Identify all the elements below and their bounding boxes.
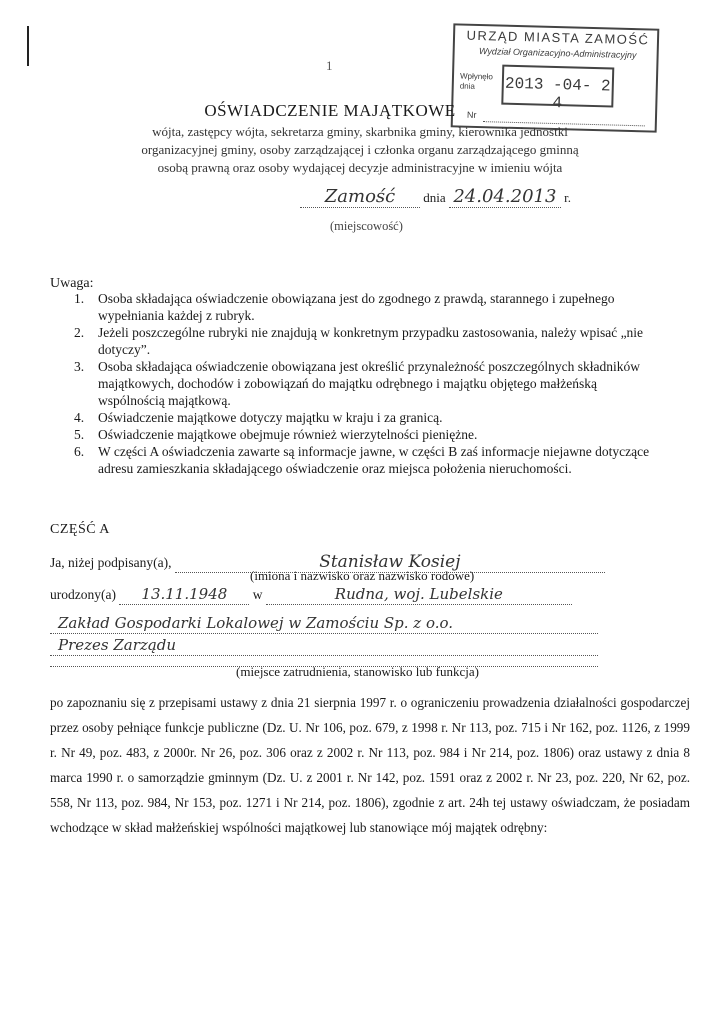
- note-item: [64, 426, 664, 443]
- birth-date-handwritten: 13.11.1948: [141, 585, 228, 603]
- place-handwritten: Zamość: [324, 186, 396, 207]
- date-field: [449, 186, 561, 208]
- stamp-title: URZĄD MIASTA ZAMOŚĆ: [466, 27, 650, 48]
- note-item: [64, 290, 664, 324]
- stamp-nr-label: Nr: [466, 109, 477, 120]
- in-label: w: [252, 587, 263, 602]
- name-caption: (imiona i nazwisko oraz nazwisko rodowe): [250, 568, 475, 583]
- note-item: [64, 358, 664, 409]
- name-handwritten: Stanisław Kosiej: [319, 552, 461, 572]
- declaration-paragraph: po zapoznaniu się z przepisami ustawy z dnia 21 sierpnia 1997 r. o ograniczeniu prowadzenia działalności gospodarczej przez osoby pełniące funkcje publiczne (Dz. U. Nr 106, poz. 679, z 1998 r. Nr 113, poz. 715 i Nr 162, poz. 1126, z 1999 r. Nr 49, poz. 483, z 2000r. Nr 26, poz. 306 oraz z 2002 r. Nr 113, poz. 984 i Nr 214, poz. 1806) oraz ustawy z dnia 8 marca 1990 r. o samorządzie gminnym (Dz. U. z 2001 r. Nr 142, poz. 1591 oraz z 2002 r. Nr 23, poz. 220, Nr 62, poz. 558, Nr 113, poz. 984, Nr 153, poz. 1271 i Nr 214, poz. 1806), zgodnie z art. 24h tej ustawy oświadczam, że posiadam wchodzące w skład małżeńskiej wspólności majątkowej lub stanowiące mój majątek odrębny:: [50, 695, 690, 835]
- birth-date-field: [119, 585, 249, 605]
- note-number: 5.: [74, 427, 85, 442]
- note-text: Osoba składająca oświadczenie obowiązana jest do zgodnego z prawdą, starannego i zupełnego wypełniania każdej z rubryk.: [98, 291, 615, 323]
- signed-label: Ja, niżej podpisany(a),: [50, 555, 172, 570]
- born-label: urodzony(a): [50, 587, 116, 602]
- note-item: [64, 324, 664, 358]
- born-row: [50, 585, 572, 605]
- notes-heading: Uwaga:: [50, 276, 94, 291]
- subtitle-line: osobą prawną oraz osoby wydającej decyzje administracyjne w imieniu wójta: [157, 160, 563, 175]
- subtitle-line: wójta, zastępcy wójta, sekretarza gminy, skarbnika gminy, kierownika jednostki: [152, 124, 568, 139]
- document-title: OŚWIADCZENIE MAJĄTKOWE: [204, 101, 456, 120]
- note-item: [64, 409, 664, 426]
- note-text: Osoba składająca oświadczenie obowiązana jest określić przynależność poszczególnych składników majątkowych, dochodów i zobowiązań do majątku odrębnego i majątku objętego małżeńską wspólnością majątkową.: [98, 359, 641, 408]
- place-date-row: [300, 186, 571, 208]
- margin-mark: [27, 26, 29, 66]
- birth-place-handwritten: Rudna, woj. Lubelskie: [334, 585, 503, 603]
- place-caption: (miejscowość): [330, 219, 403, 233]
- note-text: W części A oświadczenia zawarte są informacje jawne, w części B zaś informacje niejawne dotyczące adresu zamieszkania składającego oświadczenie oraz miejsca położenia nieruchomości.: [98, 444, 650, 476]
- part-a-heading: CZĘŚĆ A: [50, 522, 110, 537]
- date-handwritten: 24.04.2013: [453, 186, 557, 207]
- notes-list: [64, 290, 664, 477]
- employment-caption: (miejsce zatrudnienia, stanowisko lub funkcja): [236, 664, 479, 679]
- note-number: 6.: [74, 444, 85, 459]
- note-text: Oświadczenie majątkowe obejmuje również wierzytelności pieniężne.: [98, 427, 478, 442]
- employment-field: [50, 614, 598, 634]
- stamp-received-label: Wpłynęło dnia: [459, 71, 494, 91]
- note-number: 3.: [74, 359, 85, 374]
- note-item: [64, 443, 664, 477]
- birth-place-field: [266, 585, 572, 605]
- place-field: [300, 186, 420, 208]
- note-number: 4.: [74, 410, 85, 425]
- note-text: Oświadczenie majątkowe dotyczy majątku w kraju i za granicą.: [98, 410, 443, 425]
- employment-row: [50, 614, 598, 634]
- note-number: 1.: [74, 291, 85, 306]
- employment-line2-handwritten: Prezes Zarządu: [58, 636, 177, 654]
- date-suffix: r.: [564, 190, 572, 205]
- subtitle-line: organizacyjnej gminy, osoby zarządzającej i członka organu zarządzającego gminną: [141, 142, 579, 157]
- stamp-subtitle: Wydział Organizacyjno-Administracyjny: [478, 46, 637, 61]
- employment-line1-handwritten: Zakład Gospodarki Lokalowej w Zamościu Sp. z o.o.: [58, 614, 454, 632]
- page-number: 1: [326, 58, 333, 73]
- date-label: dnia: [423, 190, 446, 205]
- stamp-received-date: 2013 -04- 2 4: [504, 74, 611, 113]
- note-text: Jeżeli poszczególne rubryki nie znajdują w konkretnym przypadku zastosowania, należy wpisać „nie dotyczy”.: [98, 325, 644, 357]
- note-number: 2.: [74, 325, 85, 340]
